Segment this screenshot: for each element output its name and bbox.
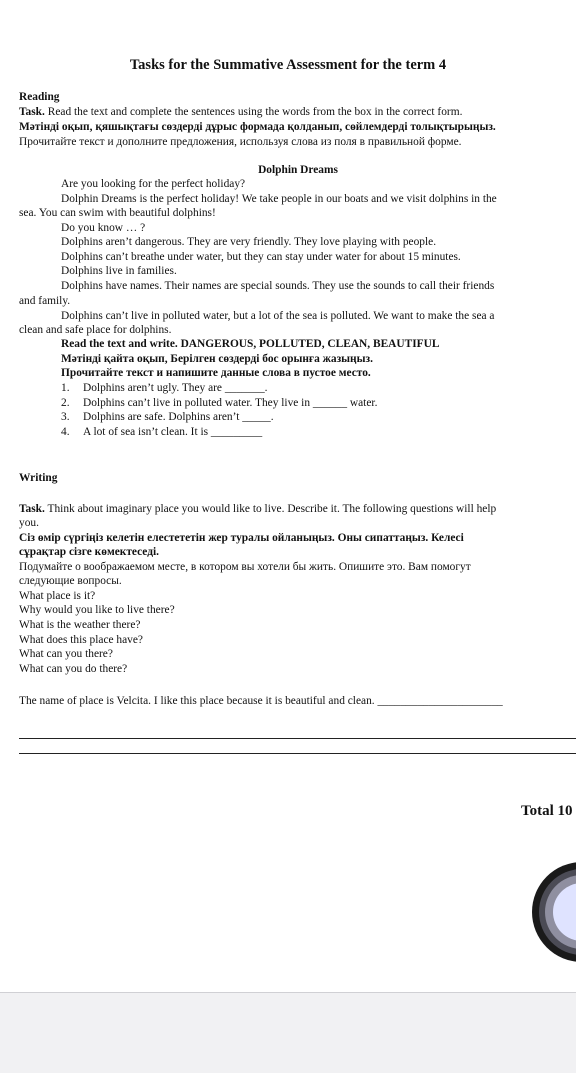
text-title: Dolphin Dreams (258, 164, 338, 176)
reading-task-label: Task. (19, 106, 45, 118)
writing-kazakh-line: Сіз өмір сүргіңіз келетін елестететін жер туралы ойланыңыз. Оны сипаттаңыз. Келесі (19, 532, 464, 544)
writing-task (19, 503, 496, 516)
list-item-number: 2. (61, 397, 70, 409)
paragraph-line: sea. You can swim with beautiful dolphins! (19, 207, 216, 219)
reading-kazakh-instruction: Мәтінді оқып, қяшықтағы сөздерді дұрыс формада қолданып, сөйлемдерді толықтырыңыз. (19, 121, 496, 133)
list-item-number: 4. (61, 426, 70, 438)
paragraph-line: clean and safe place for dolphins. (19, 324, 172, 336)
writing-task-text-cont: you. (19, 517, 39, 529)
bottom-bar (0, 992, 576, 1073)
writing-heading: Writing (19, 472, 58, 484)
reading-russian-instruction: Прочитайте текст и дополните предложения, используя слова из поля в правильной форме. (19, 136, 462, 148)
answer-line (19, 738, 576, 739)
question-item: Why would you like to live there? (19, 604, 175, 616)
question-item: What is the weather there? (19, 619, 141, 631)
list-item: Dolphins aren’t ugly. They are _______. (83, 382, 268, 394)
reading-heading: Reading (19, 91, 60, 103)
writing-task-text: Think about imaginary place you would like to live. Describe it. The following questions will help (47, 503, 497, 515)
paragraph-line: Dolphins can’t live in polluted water, but a lot of the sea is polluted. We want to make the sea a (61, 310, 495, 322)
writing-russian-line: Подумайте о воображаемом месте, в котором вы хотели бы жить. Опишите это. Вам помогут (19, 561, 471, 573)
paragraph-line: Are you looking for the perfect holiday? (61, 178, 246, 190)
reading-task (19, 106, 462, 119)
answer-line (19, 753, 576, 754)
paragraph-line: Dolphins have names. Their names are special sounds. They use the sounds to call their friends (61, 280, 495, 292)
paragraph-line: Do you know … ? (61, 222, 146, 234)
question-item: What place is it? (19, 590, 96, 602)
kazakh-read-write: Мәтінді қайта оқып, Берілген сөздерді бос орынға жазыңыз. (61, 353, 373, 365)
paragraph-line: and family. (19, 295, 71, 307)
writing-answer: The name of place is Velcita. I like this place because it is beautiful and clean. ______________________ (19, 695, 503, 707)
russian-read-write: Прочитайте текст и напишите данные слова в пустое место. (61, 367, 371, 379)
list-item-number: 1. (61, 382, 70, 394)
list-item-number: 3. (61, 411, 70, 423)
paragraph-line: Dolphin Dreams is the perfect holiday! We take people in our boats and we visit dolphins in the (61, 193, 497, 205)
paragraph-line: Dolphins can’t breathe under water, but they can stay under water for about 15 minutes. (61, 251, 461, 263)
list-item: Dolphins are safe. Dolphins aren’t _____. (83, 411, 274, 423)
question-item: What can you there? (19, 648, 113, 660)
paragraph-line: Dolphins aren’t dangerous. They are very friendly. They love playing with people. (61, 236, 437, 248)
paragraph-line: Dolphins live in families. (61, 265, 177, 277)
floating-action-button[interactable] (532, 862, 576, 962)
total-score: Total 10 (521, 803, 573, 819)
writing-kazakh-line: сұрақтар сізге көмектеседі. (19, 546, 159, 558)
question-item: What does this place have? (19, 634, 143, 646)
read-write-instruction: Read the text and write. DANGEROUS, POLLUTED, CLEAN, BEAUTIFUL (61, 338, 440, 350)
writing-russian-line: следующие вопросы. (19, 575, 122, 587)
list-item: Dolphins can’t live in polluted water. They live in ______ water. (83, 397, 378, 409)
question-item: What can you do there? (19, 663, 128, 675)
list-item: A lot of sea isn’t clean. It is _________ (83, 426, 263, 438)
writing-task-label: Task. (19, 503, 45, 515)
page-title: Tasks for the Summative Assessment for the term 4 (129, 57, 447, 73)
reading-task-text: Read the text and complete the sentences using the words from the box in the correct form. (47, 106, 463, 118)
